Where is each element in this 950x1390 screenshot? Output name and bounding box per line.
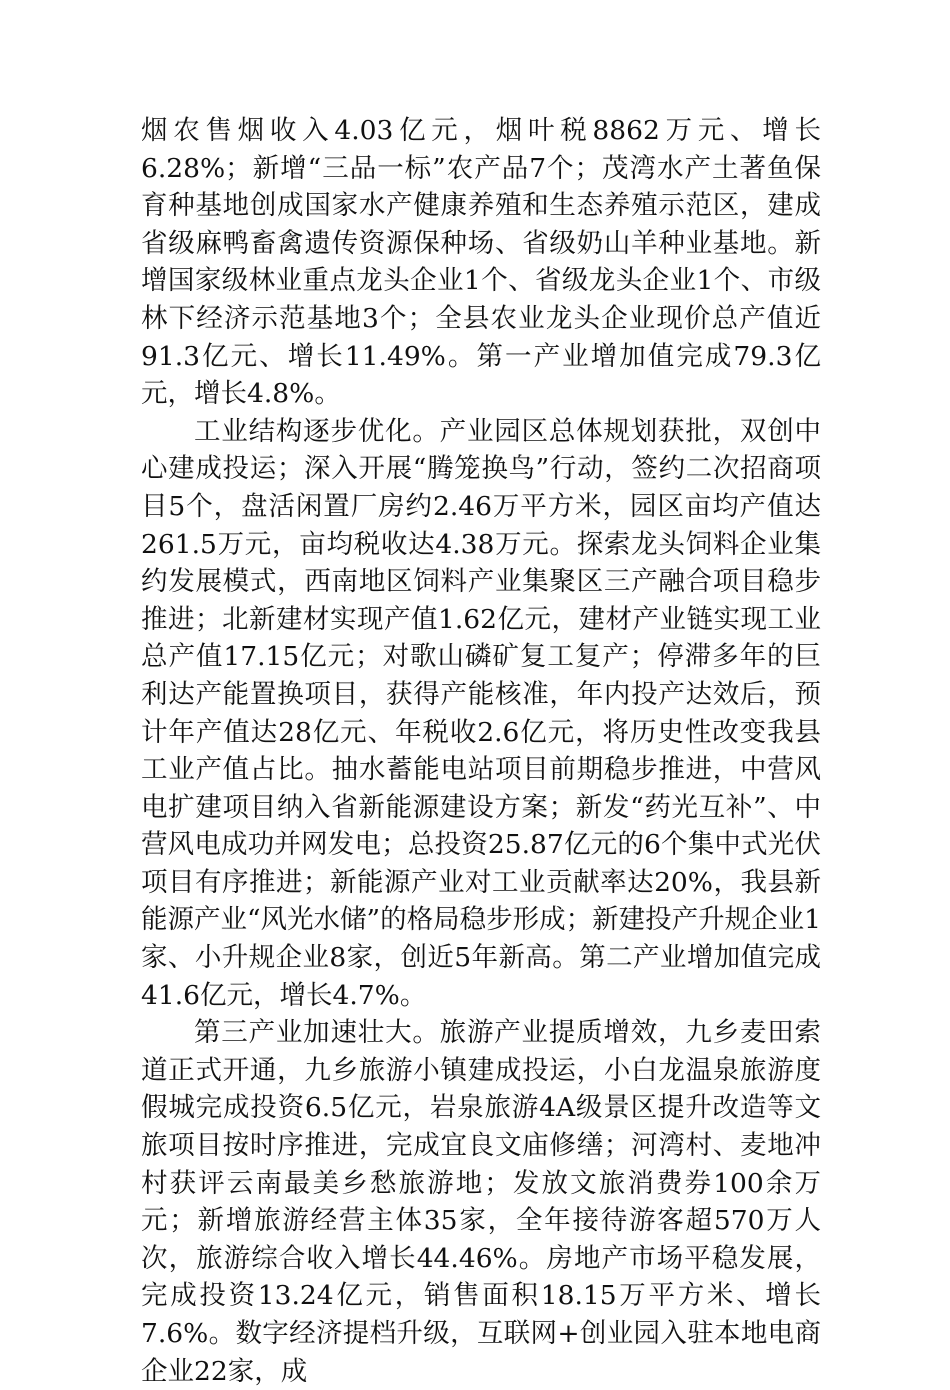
paragraph-tertiary-industry: 第三产业加速壮大。旅游产业提质增效，九乡麦田索道正式开通，九乡旅游小镇建成投运，小白龙温泉旅游度假城完成投资6.5亿元，岩泉旅游4A级景区提升改造等文旅项目按时序推进，完成宜良文庙修缮；河湾村、麦地冲村获评云南最美乡愁旅游地；发放文旅消费券100余万元；新增旅游经营主体35家，全年接待游客超570万人次，旅游综合收入增长44.46%。房地产市场平稳发展，完成投资13.24亿元，销售面积18.15万平方米、增长7.6%。数字经济提档升级，互联网+创业园入驻本地电商企业22家，成 [141, 1017, 821, 1387]
body-text [141, 112, 821, 1390]
paragraph-agriculture: 烟农售烟收入4.03亿元，烟叶税8862万元、增长6.28%；新增“三品一标”农产品7个；茂湾水产土著鱼保育种基地创成国家水产健康养殖和生态养殖示范区，建成省级麻鸭畜禽遗传资源保种场、省级奶山羊种业基地。新增国家级林业重点龙头企业1个、省级龙头企业1个、市级林下经济示范基地3个；全县农业龙头企业现价总产值近91.3亿元、增长11.49%。第一产业增加值完成79.3亿元，增长4.8%。 [141, 115, 821, 410]
paragraph-industry: 工业结构逐步优化。产业园区总体规划获批，双创中心建成投运；深入开展“腾笼换鸟”行动，签约二次招商项目5个，盘活闲置厂房约2.46万平方米，园区亩均产值达261.5万元，亩均税收达4.38万元。探索龙头饲料企业集约发展模式，西南地区饲料产业集聚区三产融合项目稳步推进；北新建材实现产值1.62亿元，建材产业链实现工业总产值17.15亿元；对歌山磷矿复工复产；停滞多年的巨利达产能置换项目，获得产能核准，年内投产达效后，预计年产值达28亿元、年税收2.6亿元，将历史性改变我县工业产值占比。抽水蓄能电站项目前期稳步推进，中营风电扩建项目纳入省新能源建设方案；新发“药光互补”、中营风电成功并网发电；总投资25.87亿元的6个集中式光伏项目有序推进；新能源产业对工业贡献率达20%，我县新能源产业“风光水储”的格局稳步形成；新建投产升规企业1家、小升规企业8家，创近5年新高。第二产业增加值完成41.6亿元，增长4.7%。 [141, 415, 821, 1011]
